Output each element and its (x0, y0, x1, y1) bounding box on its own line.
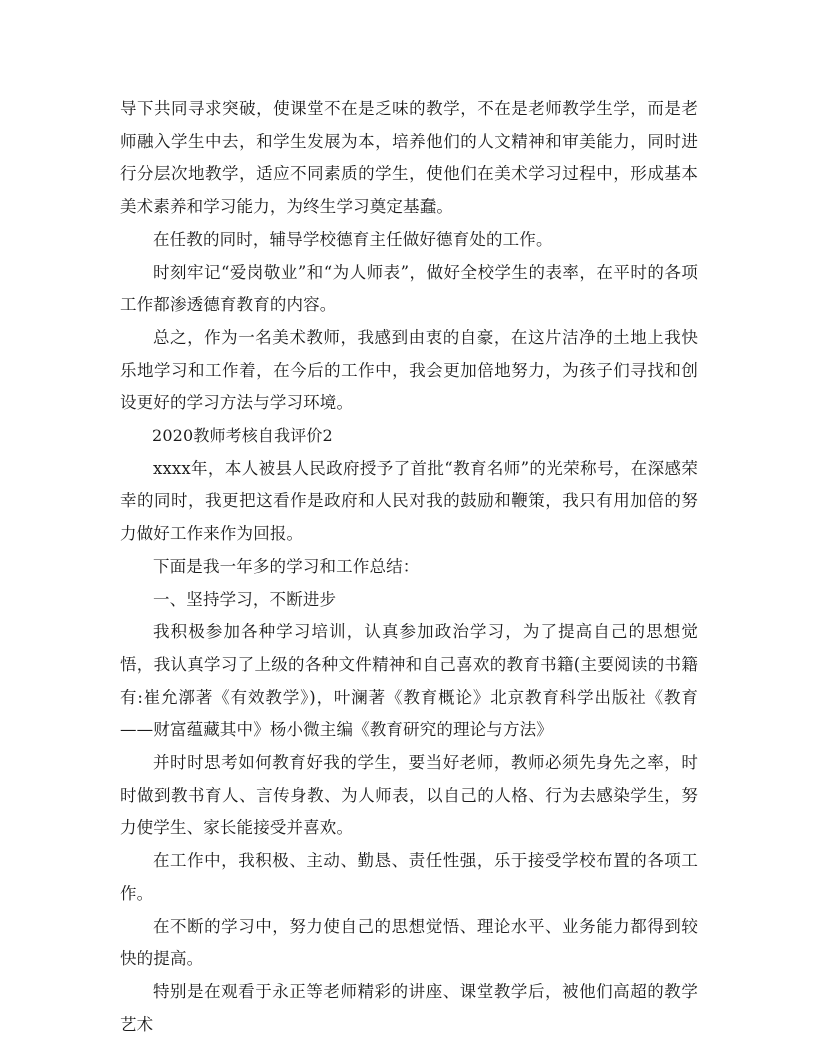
paragraph-6: 下面是我一年多的学习和工作总结： (153, 556, 420, 576)
paragraph-5: xxxx年，本人被县人民政府授予了首批“教育名师”的光荣称号，在深感荣幸的同时，我更把这看作是政府和人民对我的鼓励和鞭策，我只有用加倍的努力做好工作来作为回报。 (120, 458, 698, 544)
paragraph-3: 时刻牢记“爱岗敬业”和“为人师表”，做好全校学生的表率，在平时的各项工作都渗透德育教育的内容。 (120, 262, 698, 315)
paragraph-9: 在工作中，我积极、主动、勤恳、责任性强，乐于接受学校布置的各项工作。 (120, 851, 698, 903)
paragraph-4: 总之，作为一名美术教师，我感到由衷的自豪，在这片洁净的土地上我快乐地学习和工作着，在今后的工作中，我会更加倍地努力，为孩子们寻找和创设更好的学习方法与学习环境。 (120, 327, 698, 413)
paragraph-7: 我积极参加各种学习培训，认真参加政治学习，为了提高自己的思想觉悟，我认真学习了上级的各种文件精神和自己喜欢的教育书籍(主要阅读的书籍有:崔允漷著《有效教学》)，叶澜著《教育概论》北京教育科学出版社《教育——财富蕴藏其中》杨小微主编《教育研究的理论与方法》 (120, 622, 698, 740)
document-page (120, 93, 698, 1041)
subheading: 一、坚持学习，不断进步 (153, 589, 337, 609)
paragraph-1: 导下共同寻求突破，使课堂不在是乏味的教学，不在是老师教学生学，而是老师融入学生中去，和学生发展为本，培养他们的人文精神和审美能力，同时进行分层次地教学，适应不同素质的学生，使他们在美术学习过程中，形成基本美术素养和学习能力，为终生学习奠定基蠢。 (120, 99, 698, 217)
paragraph-8: 并时时思考如何教育好我的学生，要当好老师，教师必须先身先之率，时时做到教书育人、言传身教、为人师表，以自己的人格、行为去感染学生，努力使学生、家长能接受并喜欢。 (120, 753, 698, 838)
paragraph-10: 在不断的学习中，努力使自己的思想觉悟、理论水平、业务能力都得到较快的提高。 (120, 916, 698, 969)
paragraph-2: 在任教的同时，辅导学校德育主任做好德育处的工作。 (153, 229, 553, 249)
section-heading: 2020教师考核自我评价2 (152, 426, 333, 446)
paragraph-11: 特别是在观看于永正等老师精彩的讲座、课堂教学后，被他们高超的教学艺术 (120, 981, 698, 1034)
